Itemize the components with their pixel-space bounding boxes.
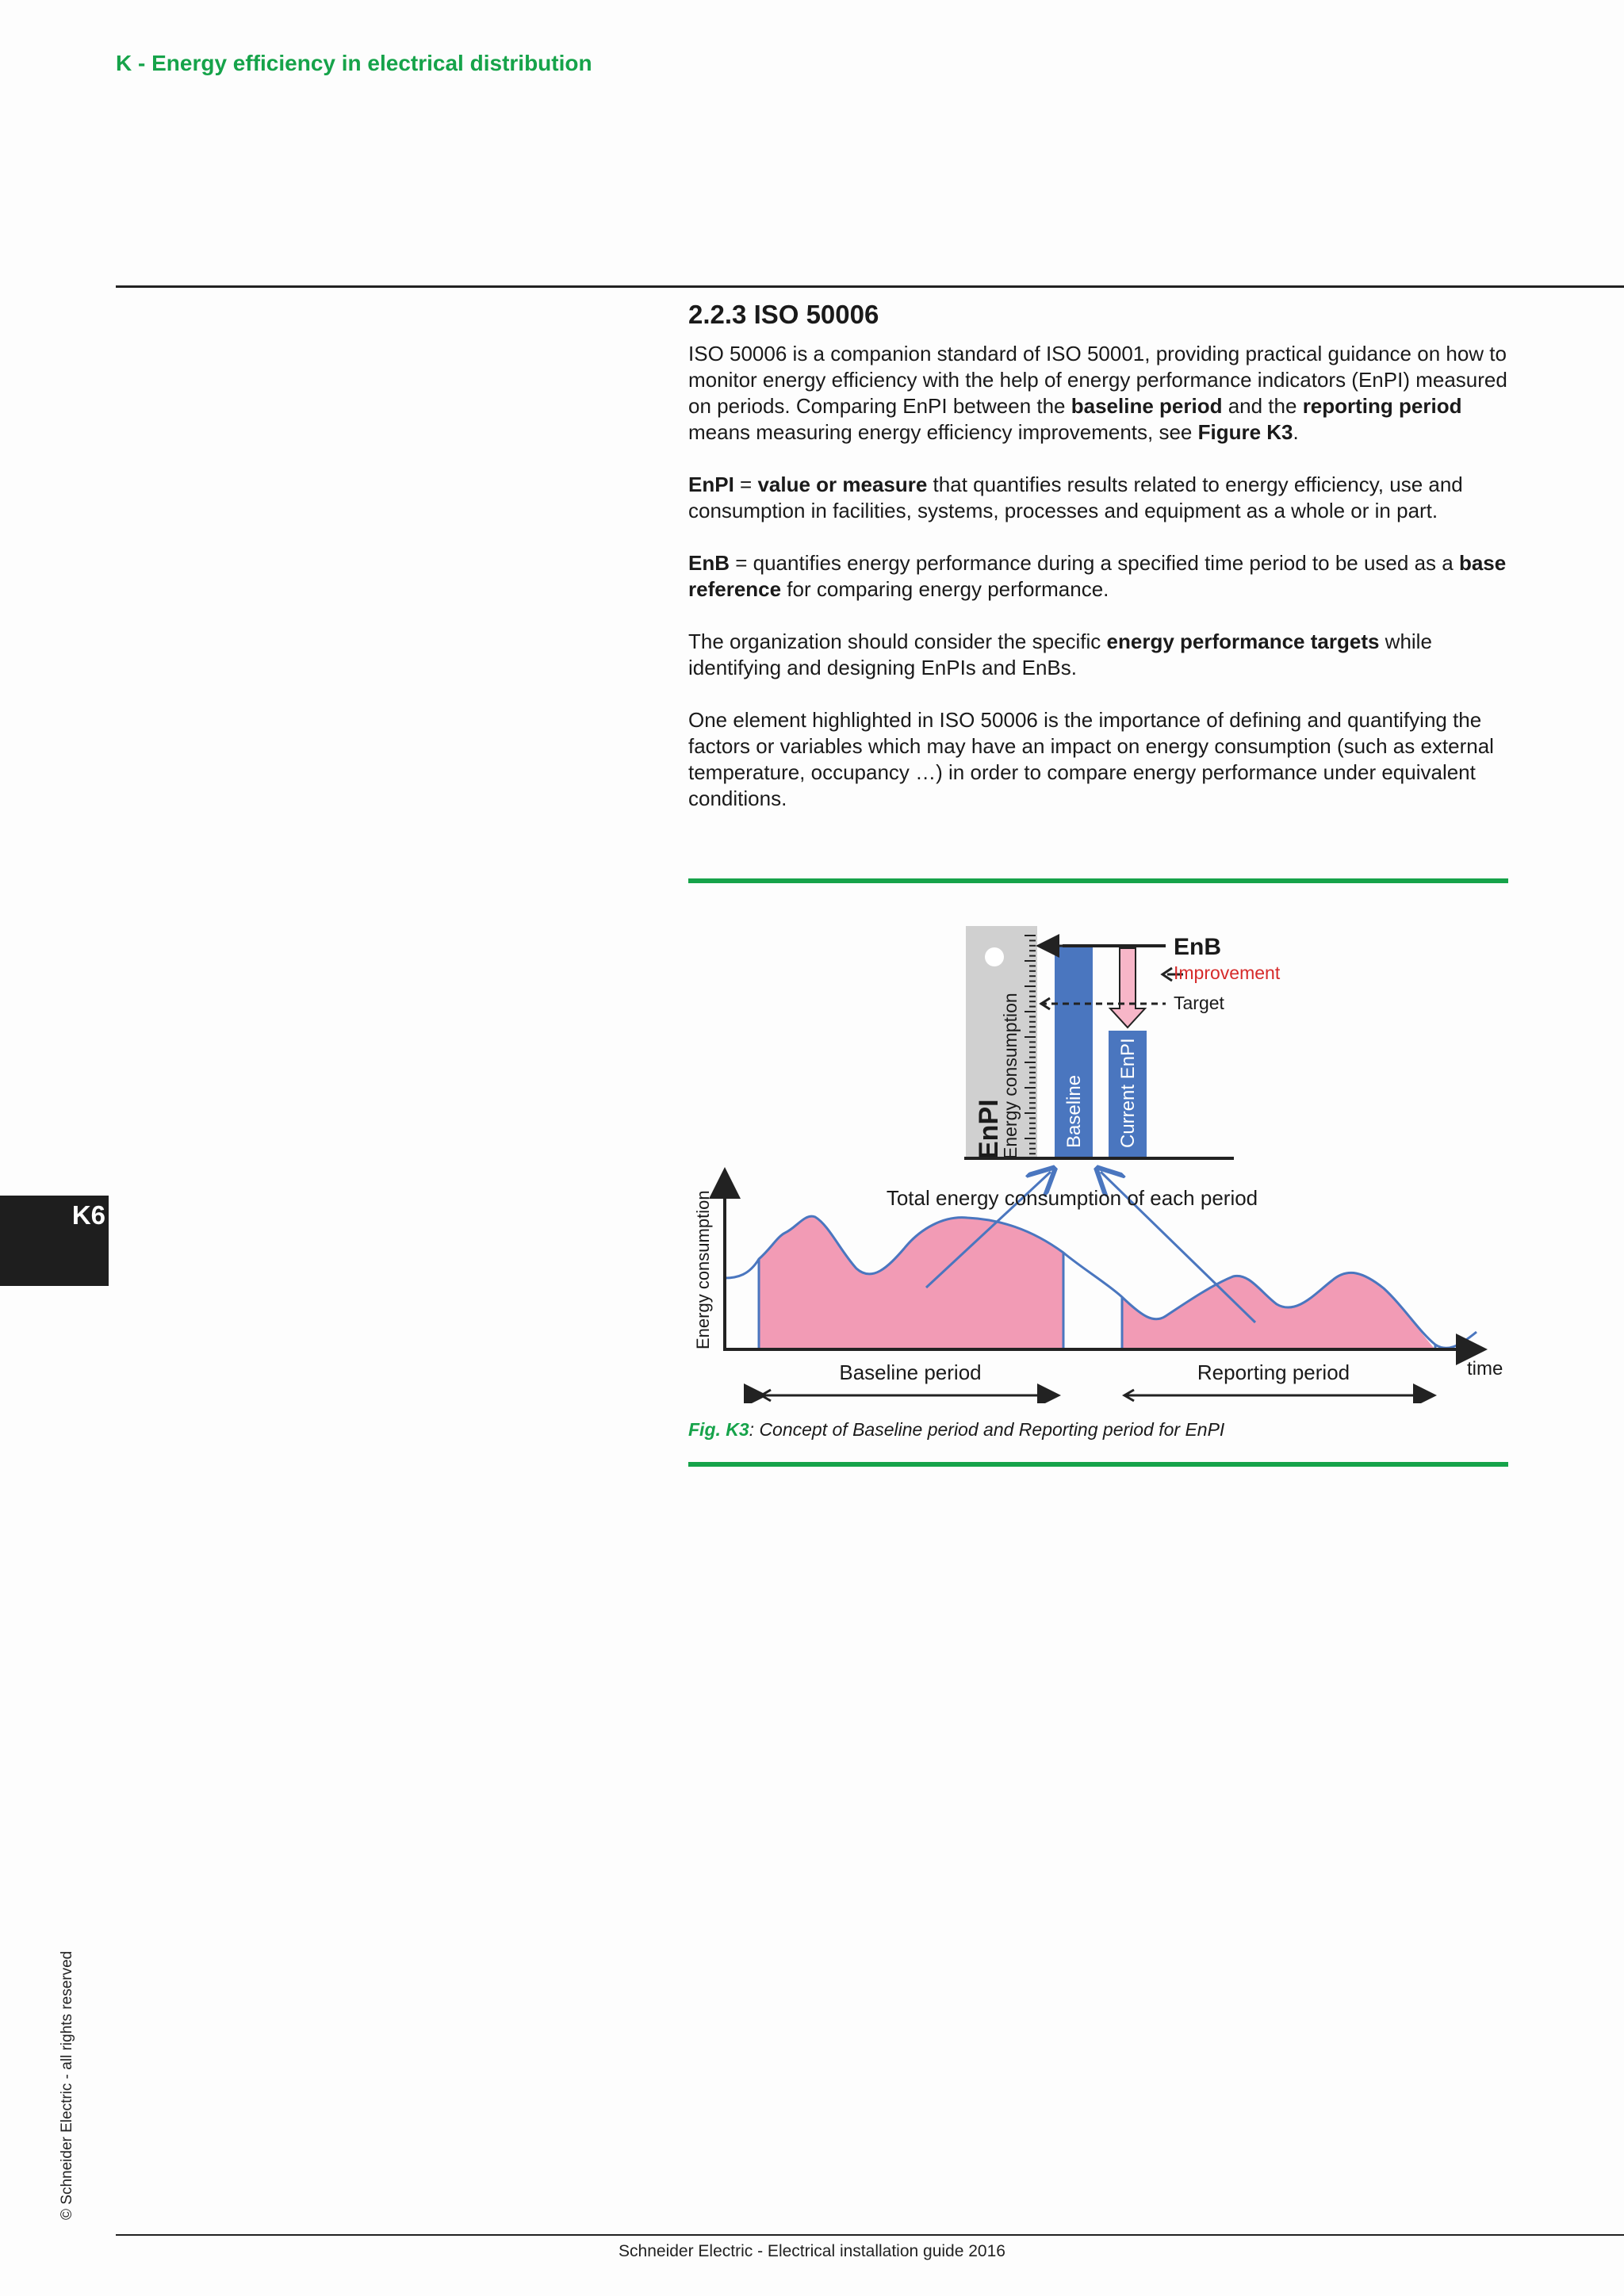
- page-tab: [0, 1196, 109, 1286]
- page-tab-label: K6: [71, 1200, 105, 1230]
- enpi-label: EnPI: [974, 1099, 1004, 1159]
- paragraph-targets: The organization should consider the specific energy performance targets while identifying and designing EnPIs and EnBs.: [688, 629, 1432, 679]
- figure-caption: [688, 1419, 1224, 1441]
- gauge-knob: [985, 947, 1004, 966]
- gauge-energy-label: Energy consumption: [1000, 993, 1021, 1159]
- total-energy-label: Total energy consumption of each period: [886, 1186, 1258, 1210]
- footer-text: Schneider Electric - Electrical installation guide 2016: [619, 2242, 1005, 2260]
- copyright-notice: © Schneider Electric - all rights reserved: [59, 1950, 75, 2220]
- paragraph-intro: ISO 50006 is a companion standard of ISO 50001, providing practical guidance on how to monitor energy efficiency with the help of energy performance indicators (EnPI) measured on periods. Comparing EnPI between the baseline period and the reporting period means measuring energy efficiency improvements, see Figure K3.: [688, 342, 1507, 444]
- reporting-period-area: [1122, 1272, 1435, 1349]
- paragraph-enpi: EnPI = value or measure that quantifies results related to energy efficiency, use and consumption in facilities, systems, processes and equipment as a whole or in part.: [688, 473, 1463, 522]
- baseline-period-label: Baseline period: [839, 1360, 982, 1384]
- figure-bottom-rule: [688, 1462, 1508, 1467]
- paragraph-factors: One element highlighted in ISO 50006 is the importance of defining and quantifying the factors or variables which may have an impact on energy consumption (such as external temperature, occupancy …) in order to compare energy performance under equivalent conditions.: [688, 708, 1494, 810]
- top-rule: [116, 285, 1624, 288]
- x-axis-label: time: [1467, 1358, 1503, 1380]
- current-enpi-bar-label: Current EnPI: [1117, 1038, 1139, 1148]
- figure-k3: [682, 912, 1522, 1403]
- figure-caption-label: Fig. K3: [688, 1419, 749, 1440]
- section-heading: 2.2.3 ISO 50006: [688, 300, 879, 329]
- y-axis-label: Energy consumption: [693, 1190, 713, 1349]
- reporting-period-label: Reporting period: [1197, 1360, 1350, 1384]
- baseline-period-area: [759, 1216, 1063, 1349]
- paragraph-enb: EnB = quantifies energy performance during a specified time period to be used as a base reference for comparing energy performance.: [688, 551, 1507, 601]
- figure-caption-text: : Concept of Baseline period and Reporting period for EnPI: [749, 1419, 1225, 1440]
- enb-label: EnB: [1174, 933, 1221, 960]
- improvement-label: Improvement: [1174, 962, 1281, 984]
- section-content: [688, 300, 1513, 838]
- bottom-rule: [116, 2234, 1624, 2236]
- target-label: Target: [1174, 993, 1224, 1014]
- baseline-bar-label: Baseline: [1063, 1074, 1085, 1148]
- improvement-arrow: [1110, 948, 1145, 1027]
- figure-top-rule: [688, 878, 1508, 883]
- header-title: K - Energy efficiency in electrical distribution: [116, 51, 592, 75]
